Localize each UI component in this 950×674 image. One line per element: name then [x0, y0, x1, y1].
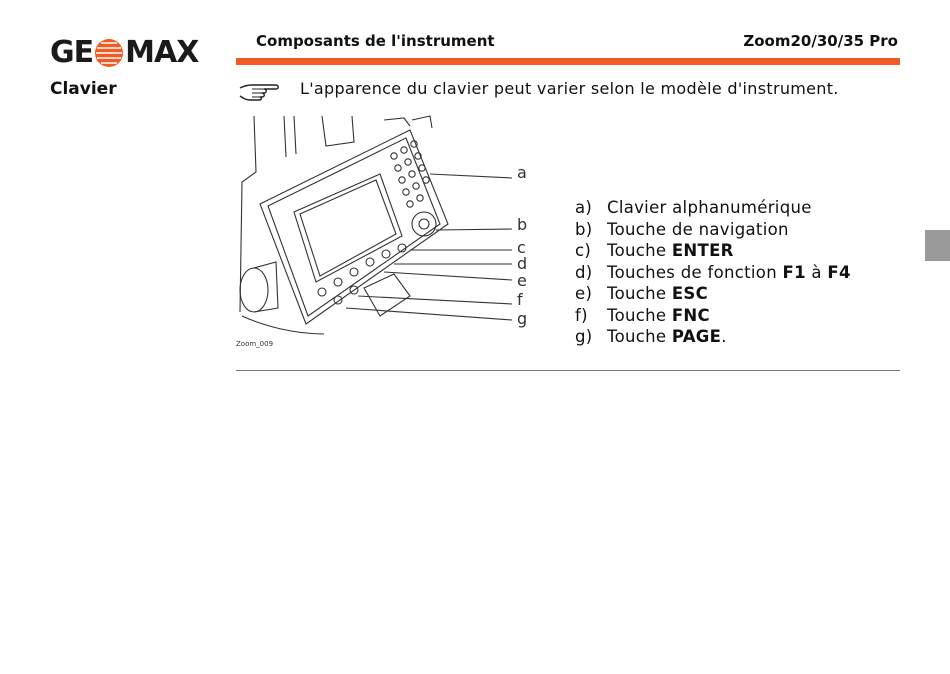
- legend-key-name: ENTER: [671, 241, 734, 260]
- legend-text: .: [721, 327, 727, 346]
- pointing-hand-icon: [238, 80, 282, 102]
- legend-letter: a): [575, 198, 593, 217]
- legend-item: [575, 283, 851, 305]
- legend-key-name: PAGE: [671, 327, 722, 346]
- legend-item: [575, 262, 851, 284]
- legend-text: Clavier alphanumérique: [607, 198, 812, 217]
- header-accent-bar: [236, 58, 900, 65]
- legend-letter: e): [575, 284, 593, 303]
- legend-text: Touches de fonction: [607, 262, 783, 282]
- legend-text: Touche: [607, 305, 672, 325]
- callout-c: c: [517, 238, 526, 257]
- legend-text: à: [805, 262, 828, 282]
- legend-letter: g): [575, 327, 593, 346]
- legend-text: Touche: [607, 284, 672, 303]
- legend-text: Touche: [607, 241, 672, 260]
- legend-letter: b): [575, 219, 593, 239]
- callout-b: b: [517, 215, 528, 234]
- legend-list: [575, 197, 851, 348]
- chapter-title: Composants de l'instrument: [256, 32, 495, 50]
- legend-item: [575, 326, 851, 348]
- note-text: L'apparence du clavier peut varier selon le modèle d'instrument.: [300, 79, 839, 98]
- legend-letter: f): [575, 305, 588, 325]
- globe-icon: [94, 38, 124, 68]
- legend-item: [575, 305, 851, 327]
- legend-letter: d): [575, 262, 593, 282]
- callout-f: f: [517, 290, 523, 309]
- legend-letter: c): [575, 241, 592, 260]
- callout-d: d: [517, 254, 528, 273]
- logo-text-right: MAX: [125, 35, 199, 70]
- legend-item: [575, 240, 851, 262]
- legend-key-name: ESC: [671, 284, 709, 303]
- logo-text-left: GE: [50, 35, 94, 70]
- legend-item: [575, 219, 851, 241]
- product-name: Zoom20/30/35 Pro: [743, 32, 898, 50]
- legend-item: [575, 197, 851, 219]
- geomax-logo: [50, 36, 215, 70]
- legend-text: Touche: [607, 327, 672, 346]
- keyboard-illustration: [234, 112, 534, 348]
- callout-e: e: [517, 271, 527, 290]
- callout-a: a: [517, 163, 527, 182]
- callout-g: g: [517, 309, 528, 328]
- legend-text: Touche de navigation: [607, 219, 789, 239]
- legend-key-name: FNC: [671, 305, 710, 325]
- legend-key-name: F1: [782, 262, 806, 282]
- section-divider: [236, 370, 900, 371]
- figure-id-label: Zoom_009: [236, 340, 274, 348]
- legend-key-name: F4: [827, 262, 851, 282]
- chapter-tab[interactable]: [925, 230, 950, 261]
- section-label: Clavier: [50, 79, 117, 99]
